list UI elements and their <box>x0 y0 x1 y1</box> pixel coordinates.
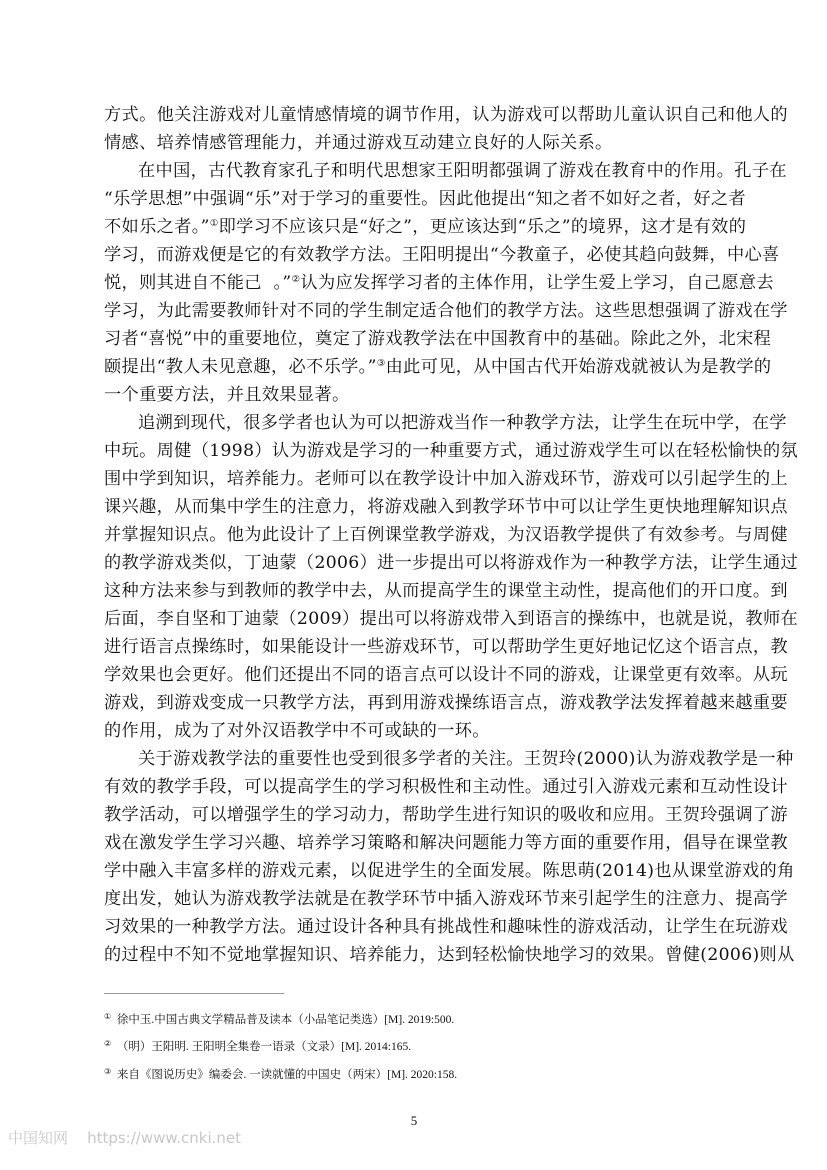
footnote <box>104 1013 454 1027</box>
body-line: 并掌握知识点。他为此设计了上百例课堂教学游戏，为汉语教学提供了有效参考。与周健 <box>104 525 788 545</box>
footnote-ref: ③ <box>376 358 386 369</box>
body-text: 由此可见，从中国古代开始游戏就被认为是教学的 <box>385 357 772 377</box>
body-text: 颐提出“教人未见意趣，必不乐学。” <box>104 357 377 377</box>
footnote <box>104 1068 457 1082</box>
body-line: 戏在激发学生学习兴趣、培养学习策略和解决问题能力等方面的重要作用，倡导在课堂教 <box>104 833 788 853</box>
body-line: 课兴趣，从而集中学生的注意力，将游戏融入到教学环节中可以让学生更快地理解知识点 <box>104 497 788 517</box>
body-line: 后面，李自坚和丁迪蒙（2009）提出可以将游戏带入到语言的操练中，也就是说，教师在 <box>104 609 799 629</box>
body-line: 有效的教学手段，可以提高学生的学习积极性和主动性。通过引入游戏元素和互动性设计 <box>104 777 788 797</box>
body-line: 习效果的一种教学方法。通过设计各种具有挑战性和趣味性的游戏活动，让学生在玩游戏 <box>104 917 788 937</box>
footnote-text: （明）王阳明. 王阳明全集卷一语录（文录）[M]. 2014:165. <box>116 1041 412 1053</box>
body-line: 学习，而游戏便是它的有效教学方法。王阳明提出“今教童子，必使其趋向鼓舞，中心喜 <box>104 245 780 265</box>
body-line <box>104 215 747 241</box>
footnote-separator <box>104 993 284 994</box>
body-line: 情感、培养情感管理能力，并通过游戏互动建立良好的人际关系。 <box>104 133 613 153</box>
footnote-mark: ① <box>104 1012 112 1021</box>
body-line: 的过程中不知不觉地掌握知识、培养能力，达到轻松愉快地学习的效果。曾健(2006)则从 <box>104 945 795 965</box>
body-line: 围中学到知识，培养能力。老师可以在教学设计中加入游戏环节，游戏可以引起学生的上 <box>104 469 788 489</box>
body-line: 学中融入丰富多样的游戏元素，以促进学生的全面发展。陈思萌(2014)也从课堂游戏的角 <box>104 861 795 881</box>
body-line: 游戏，到游戏变成一只教学方法，再到用游戏操练语言点，游戏教学法发挥着越来越重要 <box>104 693 788 713</box>
cnki-watermark: 中国知网 https://www.cnki.net <box>8 1129 242 1147</box>
body-line: 进行语言点操练时，如果能设计一些游戏环节，可以帮助学生更好地记忆这个语言点，教 <box>104 637 788 657</box>
body-line <box>104 355 772 381</box>
body-line: 学习，为此需要教师针对不同的学生制定适合他们的教学方法。这些思想强调了游戏在学 <box>104 301 788 321</box>
footnote-ref: ① <box>209 218 219 229</box>
body-line: 一个重要方法，并且效果显著。 <box>104 385 350 405</box>
page-number: 5 <box>410 1113 418 1128</box>
body-line: 习者“喜悦”中的重要地位，奠定了游戏教学法在中国教育中的基础。除此之外，北宋程 <box>104 329 772 349</box>
body-line: 的教学游戏类似，丁迪蒙（2006）进一步提出可以将游戏作为一种教学方法，让学生通过 <box>104 553 799 573</box>
body-line: “乐学思想”中强调“乐”对于学习的重要性。因此他提出“知之者不如好之者，好之者 <box>104 189 746 209</box>
body-text: 即学习不应该只是“好之”，更应该达到“乐之”的境界，这才是有效的 <box>218 217 747 237</box>
footnote-mark: ③ <box>104 1067 112 1076</box>
body-line: 在中国，古代教育家孔子和明代思想家王阳明都强调了游戏在教育中的作用。孔子在 <box>138 161 787 181</box>
footnote-ref: ② <box>291 274 301 285</box>
body-line: 追溯到现代，很多学者也认为可以把游戏当作一种教学方法，让学生在玩中学，在学 <box>138 413 787 433</box>
footnote <box>104 1040 411 1054</box>
body-line: 教学活动，可以增强学生的学习动力，帮助学生进行知识的吸收和应用。王贺玲强调了游 <box>104 805 788 825</box>
body-line: 的作用，成为了对外汉语教学中不可或缺的一环。 <box>104 721 490 741</box>
body-line: 度出发，她认为游戏教学法就是在教学环节中插入游戏环节来引起学生的注意力、提高学 <box>104 889 788 909</box>
body-line: 这种方法来参与到教师的教学中去，从而提高学生的课堂主动性，提高他们的开口度。到 <box>104 581 788 601</box>
footnote-text: 来自《图说历史》编委会. 一读就懂的中国史（两宋）[M]. 2020:158. <box>116 1069 458 1081</box>
body-text: 认为应发挥学习者的主体作用，让学生爱上学习，自己愿意去 <box>300 273 774 293</box>
body-line <box>104 271 774 297</box>
body-line: 学效果也会更好。他们还提出不同的语言点可以设计不同的游戏，让课堂更有效率。从玩 <box>104 665 788 685</box>
body-text: 悦，则其进自不能己 。” <box>104 273 292 293</box>
footnote-text: 徐中玉.中国古典文学精品普及读本（小品笔记类选）[M]. 2019:500. <box>116 1014 455 1026</box>
body-line: 中玩。周健（1998）认为游戏是学习的一种重要方式，通过游戏学生可以在轻松愉快的氛 <box>104 441 799 461</box>
body-line: 方式。他关注游戏对儿童情感情境的调节作用，认为游戏可以帮助儿童认识自己和他人的 <box>104 105 788 125</box>
body-text: 不如乐之者。” <box>104 217 210 237</box>
body-line: 关于游戏教学法的重要性也受到很多学者的关注。王贺玲(2000)认为游戏教学是一种 <box>138 749 794 769</box>
footnote-mark: ② <box>104 1039 112 1048</box>
